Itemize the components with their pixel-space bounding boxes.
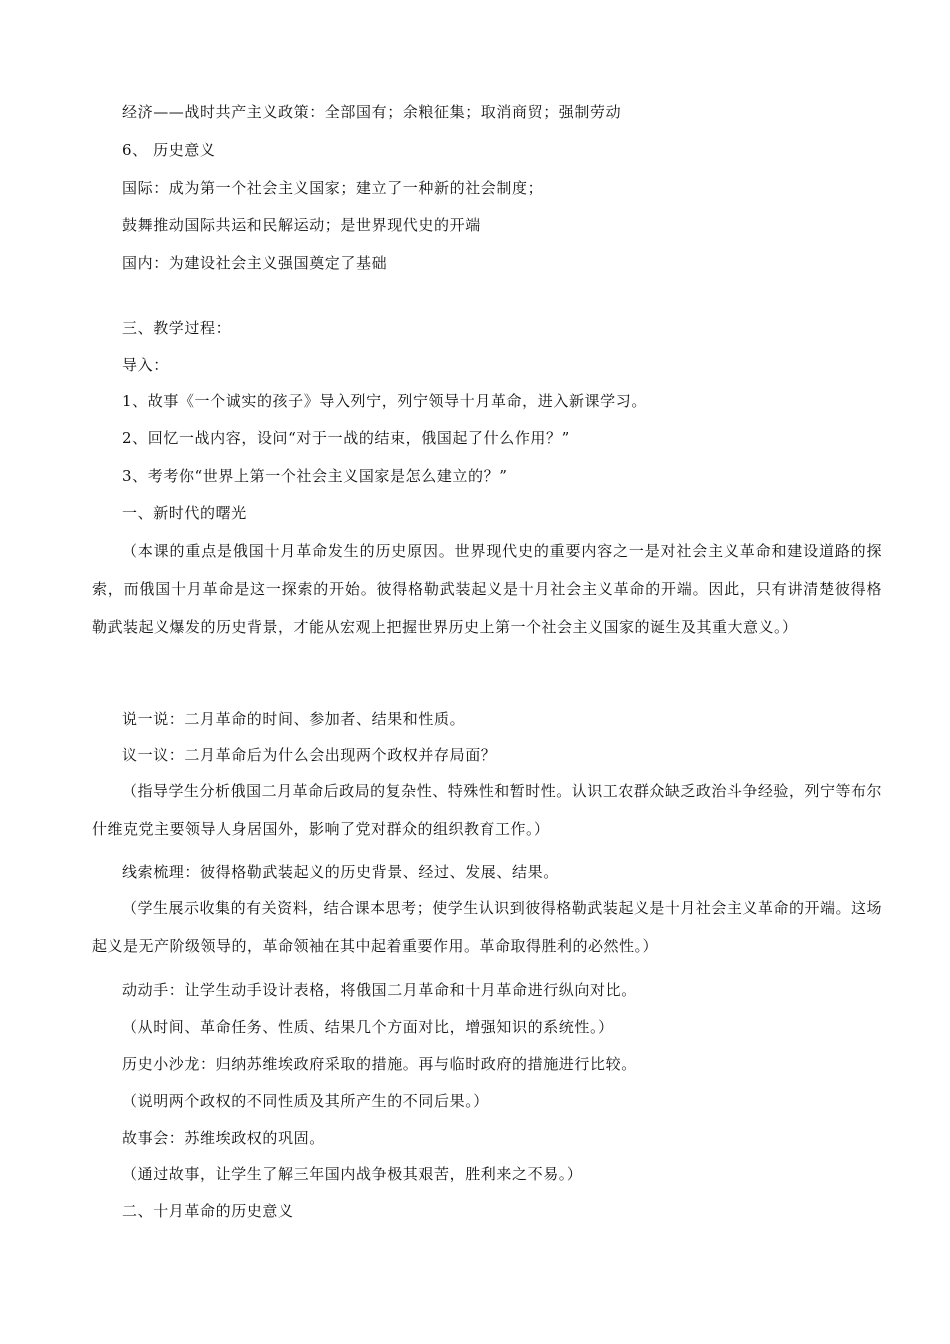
part-one-heading: 一、新时代的曙光 [122,504,247,522]
lead-in-item-2: 2、回忆一战内容，设问“对于一战的结束，俄国起了什么作用？” [122,429,570,447]
say-line: 说一说：二月革命的时间、参加者、结果和性质。 [122,710,466,728]
historical-significance-heading: 6、 历史意义 [122,141,216,159]
lead-in-item-1: 1、故事《一个诚实的孩子》导入列宁，列宁领导十月革命，进入新课学习。 [122,392,647,410]
discuss-note-paragraph: （指导学生分析俄国二月革命后政局的复杂性、特殊性和暂时性。认识工农群众缺乏政治斗争经验，列宁等布尔什维克党主要领导人身居国外，影响了党对群众的组织教育工作。） [92,782,882,838]
hands-on-line: 动动手：让学生动手设计表格，将俄国二月革命和十月革命进行纵向对比。 [122,981,637,999]
domestic-significance-line: 国内：为建设社会主义强国奠定了基础 [122,254,388,272]
clue-line: 线索梳理：彼得格勒武装起义的历史背景、经过、发展、结果。 [122,863,559,881]
hands-on-note: （从时间、革命任务、性质、结果几个方面对比，增强知识的系统性。） [122,1018,614,1036]
discuss-line: 议一议：二月革命后为什么会出现两个政权并存局面？ [122,746,497,764]
international-movement-line: 鼓舞推动国际共运和民解运动；是世界现代史的开端 [122,216,481,234]
lead-in-item-3: 3、考考你“世界上第一个社会主义国家是怎么建立的？” [122,467,508,485]
story-line: 故事会：苏维埃政权的巩固。 [122,1129,325,1147]
teaching-process-heading: 三、教学过程： [122,319,232,337]
part-two-heading: 二、十月革命的历史意义 [122,1202,294,1220]
story-note: （通过故事，让学生了解三年国内战争极其艰苦，胜利来之不易。） [122,1165,583,1183]
salon-note: （说明两个政权的不同性质及其所产生的不同后果。） [122,1092,489,1110]
part-one-note-paragraph: （本课的重点是俄国十月革命发生的历史原因。世界现代史的重要内容之一是对社会主义革命和建设道路的探索，而俄国十月革命是这一探索的开始。彼得格勒武装起义是十月社会主义革命的开端。因此，只有讲清楚彼得格勒武装起义爆发的历史背景，才能从宏观上把握世界历史上第一个社会主义国家的诞生及其重大意义。） [92,542,882,636]
salon-line: 历史小沙龙：归纳苏维埃政府采取的措施。再与临时政府的措施进行比较。 [122,1055,637,1073]
lead-in-label: 导入： [122,356,169,374]
international-significance-line: 国际：成为第一个社会主义国家；建立了一种新的社会制度； [122,179,544,197]
economy-policy-line: 经济——战时共产主义政策：全部国有；余粮征集；取消商贸；强制劳动 [122,103,622,121]
clue-note-paragraph: （学生展示收集的有关资料，结合课本思考；使学生认识到彼得格勒武装起义是十月社会主义革命的开端。这场起义是无产阶级领导的，革命领袖在其中起着重要作用。革命取得胜利的必然性。） [92,899,882,955]
